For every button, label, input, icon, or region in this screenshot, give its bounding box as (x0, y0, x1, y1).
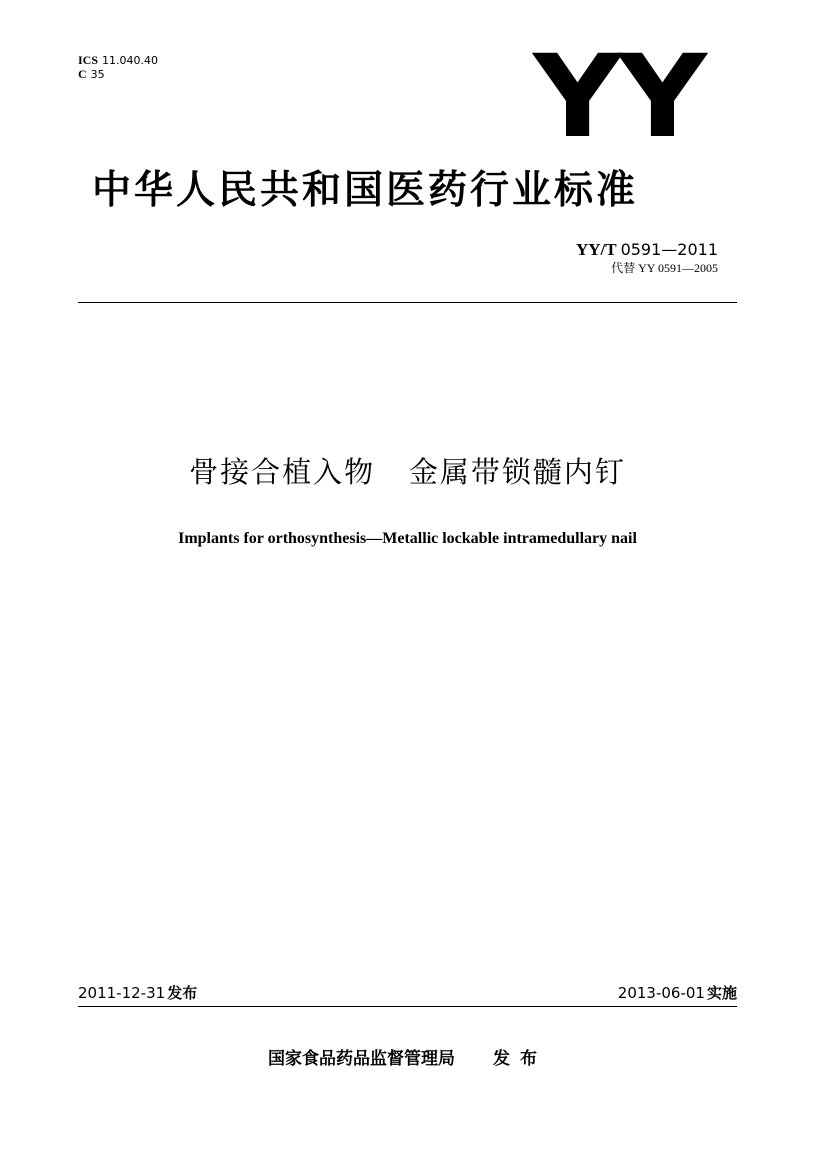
ics-code: 11.040.40 (102, 54, 158, 67)
document-title-cn: 骨接合植入物 金属带锁髓内钉 (189, 455, 626, 489)
header-divider (78, 302, 737, 303)
implementation-date (618, 982, 737, 1004)
standard-code (576, 240, 718, 260)
ccs-classification (78, 68, 105, 81)
issue-date-label: 发布 (167, 984, 198, 1002)
ics-label: ICS (78, 53, 99, 67)
ccs-label: C (78, 67, 87, 81)
standard-category-title: 中华人民共和国医药行业标准 (92, 168, 639, 213)
document-title-en: Implants for orthosynthesis—Metallic lockable intramedullary nail (178, 530, 637, 547)
ccs-code: 35 (90, 68, 105, 81)
issuer-action: 发布 (493, 1049, 547, 1069)
ics-classification (78, 54, 158, 67)
issuer-name: 国家食品药品监督管理局 (268, 1049, 455, 1069)
standard-code-number: 0591—2011 (620, 240, 718, 259)
standard-code-prefix: YY/T (575, 240, 617, 259)
footer-divider (78, 1006, 737, 1007)
issuing-authority (0, 1046, 815, 1072)
issue-date-value: 2011-12-31 (78, 984, 166, 1002)
implementation-date-value: 2013-06-01 (617, 984, 705, 1002)
issue-date (78, 982, 197, 1004)
replaces-standard: 代替 YY 0591—2005 (611, 261, 718, 275)
yy-standard-logo: YY (533, 30, 703, 163)
implementation-date-label: 实施 (706, 984, 737, 1002)
